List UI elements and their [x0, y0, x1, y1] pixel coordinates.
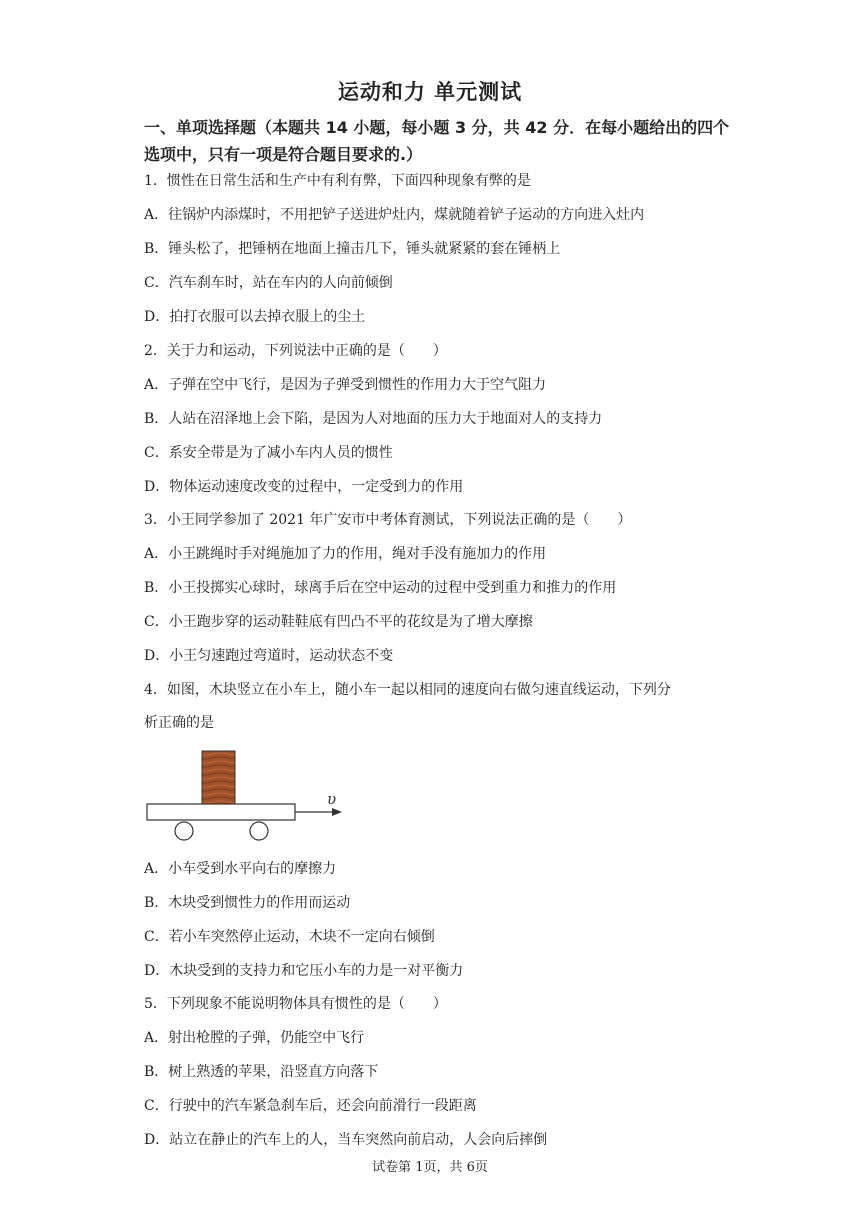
question-1-option-c[interactable]: C．汽车刹车时，站在车内的人向前倾倒 — [144, 275, 393, 291]
velocity-arrowhead — [332, 808, 342, 816]
question-2-option-a[interactable]: A．子弹在空中飞行，是因为子弹受到惯性的作用力大于空气阻力 — [144, 377, 547, 393]
page-title: 运动和力 单元测试 — [337, 80, 523, 104]
question-2-option-d[interactable]: D．物体运动速度改变的过程中，一定受到力的作用 — [144, 479, 464, 495]
question-3-option-b[interactable]: B．小王投掷实心球时，球离手后在空中运动的过程中受到重力和推力的作用 — [144, 580, 617, 596]
question-4-stem-line-2: 析正确的是 — [144, 715, 214, 731]
question-1-stem: 1．惯性在日常生活和生产中有利有弊，下面四种现象有弊的是 — [144, 173, 531, 189]
question-1-option-d[interactable]: D．拍打衣服可以去掉衣服上的尘土 — [144, 309, 366, 325]
cart-body — [147, 804, 295, 820]
question-3-option-c[interactable]: C．小王跑步穿的运动鞋鞋底有凹凸不平的花纹是为了增大摩擦 — [144, 614, 533, 630]
question-5-option-a[interactable]: A．射出枪膛的子弹，仍能空中飞行 — [144, 1030, 365, 1046]
question-4-stem-line-1: 4．如图，木块竖立在小车上，随小车一起以相同的速度向右做匀速直线运动，下列分 — [144, 682, 671, 698]
question-2-stem: 2．关于力和运动，下列说法中正确的是（ ） — [144, 343, 447, 359]
section-heading: 一、单项选择题（本题共 14 小题，每小题 3 分，共 42 分．在每小题给出的四个选项中，只有一项是符合题目要求的.） — [144, 118, 730, 164]
question-5-option-c[interactable]: C．行驶中的汽车紧急刹车后，还会向前滑行一段距离 — [144, 1098, 477, 1114]
question-5-option-d[interactable]: D．站立在静止的汽车上的人，当车突然向前启动，人会向后摔倒 — [144, 1132, 548, 1148]
question-5-option-b[interactable]: B．树上熟透的苹果，沿竖直方向落下 — [144, 1064, 379, 1080]
page-footer: 试卷第 1页，共 6页 — [372, 1160, 488, 1175]
question-4-option-c[interactable]: C．若小车突然停止运动，木块不一定向右倾倒 — [144, 929, 435, 945]
question-3-stem: 3．小王同学参加了 2021 年广安市中考体育测试，下列说法正确的是（ ） — [144, 512, 632, 528]
question-3-option-d[interactable]: D．小王匀速跑过弯道时，运动状态不变 — [144, 648, 394, 664]
cart-block-figure — [144, 748, 354, 844]
question-1-option-b[interactable]: B．锤头松了，把锤柄在地面上撞击几下，锤头就紧紧的套在锤柄上 — [144, 241, 561, 257]
wooden-block — [202, 751, 235, 804]
question-2-option-c[interactable]: C．系安全带是为了减小车内人员的惯性 — [144, 445, 393, 461]
question-4-option-b[interactable]: B．木块受到惯性力的作用而运动 — [144, 895, 351, 911]
question-4-option-a[interactable]: A．小车受到水平向右的摩擦力 — [144, 861, 337, 877]
cart-wheel-right — [250, 822, 268, 840]
question-4-option-d[interactable]: D．木块受到的支持力和它压小车的力是一对平衡力 — [144, 963, 464, 979]
cart-wheel-left — [175, 822, 193, 840]
velocity-label: υ — [327, 790, 337, 808]
question-5-stem: 5．下列现象不能说明物体具有惯性的是（ ） — [144, 996, 447, 1012]
question-1-option-a[interactable]: A．往锅炉内添煤时，不用把铲子送进炉灶内，煤就随着铲子运动的方向进入灶内 — [144, 207, 645, 223]
question-2-option-b[interactable]: B．人站在沼泽地上会下陷，是因为人对地面的压力大于地面对人的支持力 — [144, 411, 603, 427]
question-3-option-a[interactable]: A．小王跳绳时手对绳施加了力的作用，绳对手没有施加力的作用 — [144, 546, 547, 562]
